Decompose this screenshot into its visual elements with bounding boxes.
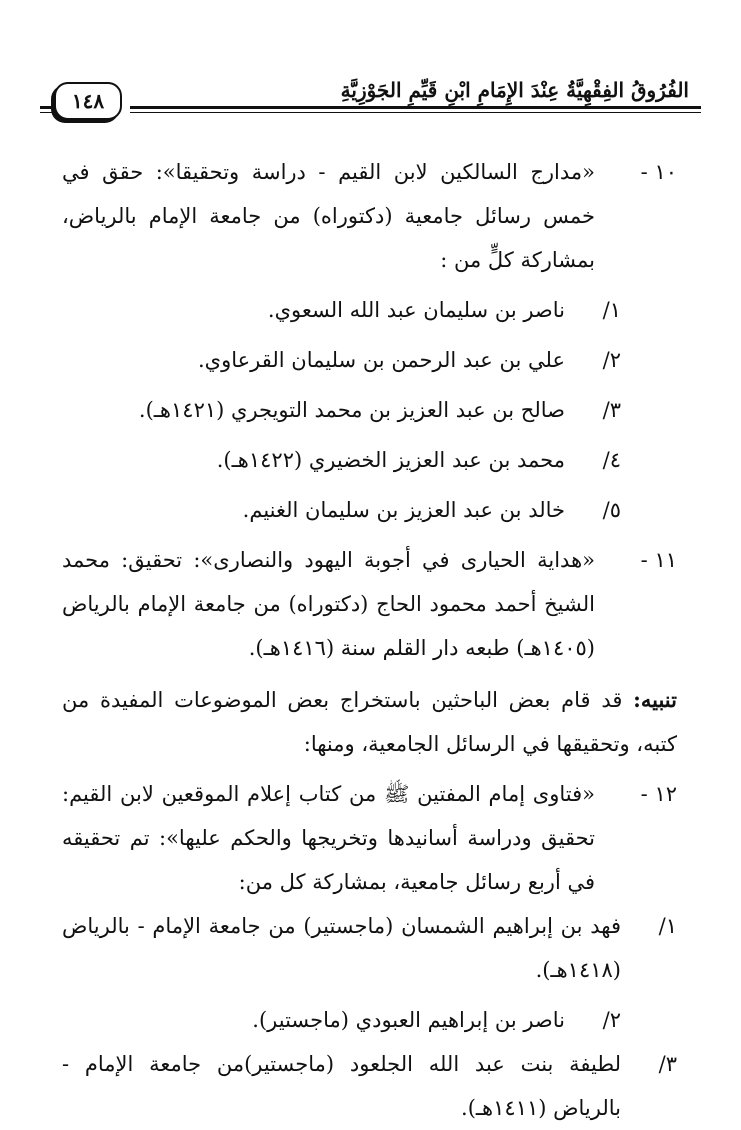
sub-item-number: ١/ xyxy=(658,914,677,938)
list-item-10 xyxy=(62,150,677,282)
sub-item-text: علي بن عبد الرحمن بن سليمان القرعاوي. xyxy=(198,348,565,372)
item-number: ١٠ - xyxy=(640,160,677,184)
page-number: ١٤٨ xyxy=(71,89,105,113)
sub-item-text: محمد بن عبد العزيز الخضيري (١٤٢٢هـ). xyxy=(216,448,565,472)
header-rule-left-thick xyxy=(40,106,54,109)
item-text: «هداية الحيارى في أجوبة اليهود والنصارى»: تحقيق: محمد الشيخ أحمد محمود الحاج (دكتوراه) من جامعة الإمام بالرياض (١٤٠٥هـ) طبعه دار القلم سنة (١٤١٦هـ). xyxy=(62,548,595,660)
running-title: الفُرُوقُ الفِقْهِيَّةُ عِنْدَ الإِمَامِ ابْنِ قَيِّمِ الجَوْزِيَّةِ xyxy=(340,78,689,102)
item-number: ١١ - xyxy=(640,548,677,572)
sub-item xyxy=(62,438,677,482)
sub-item-number: ٤/ xyxy=(602,448,621,472)
sub-item-text: لطيفة بنت عبد الله الجلعود (ماجستير)من جامعة الإمام - بالرياض (١٤١١هـ). xyxy=(62,1052,621,1120)
note-label: تنبيه: xyxy=(633,687,677,712)
sub-item xyxy=(62,288,677,332)
sub-item-text: فهد بن إبراهيم الشمسان (ماجستير) من جامعة الإمام - بالرياض (١٤١٨هـ). xyxy=(62,914,621,982)
list-item-11 xyxy=(62,538,677,670)
sub-item xyxy=(62,1042,677,1130)
sub-item-text: ناصر بن إبراهيم العبودي (ماجستير). xyxy=(252,1008,565,1032)
sub-item xyxy=(62,904,677,992)
header-rule-left-thin xyxy=(40,112,54,113)
page-header xyxy=(40,78,701,128)
sub-item-number: ٥/ xyxy=(602,498,621,522)
item-text: «فتاوى إمام المفتين ﷺ من كتاب إعلام الموقعين لابن القيم: تحقيق ودراسة أسانيدها وتخريجها والحكم عليها»: تم تحقيقه في أربع رسائل جامعية، بمشاركة كل من: xyxy=(62,782,595,894)
note-text: قد قام بعض الباحثين باستخراج بعض الموضوعات المفيدة من كتبه، وتحقيقها في الرسائل الجامعية، ومنها: xyxy=(62,688,677,756)
sub-item-number: ٣/ xyxy=(658,1052,677,1076)
page-body xyxy=(62,150,677,1130)
sub-item-number: ١/ xyxy=(602,298,621,322)
sub-item-text: ناصر بن سليمان عبد الله السعوي. xyxy=(267,298,565,322)
sub-item-number: ٢/ xyxy=(602,1008,621,1032)
item-text: «مدارج السالكين لابن القيم - دراسة وتحقيقا»: حقق في خمس رسائل جامعية (دكتوراه) من جامعة الإمام بالرياض، بمشاركة كلٍّ من : xyxy=(62,160,595,272)
sub-item xyxy=(62,488,677,532)
sub-item xyxy=(62,998,677,1042)
note-paragraph xyxy=(62,678,677,766)
sub-item-text: خالد بن عبد العزيز بن سليمان الغنيم. xyxy=(242,498,565,522)
item-number: ١٢ - xyxy=(640,782,677,806)
sub-item-text: صالح بن عبد العزيز بن محمد التويجري (١٤٢١هـ). xyxy=(138,398,565,422)
sub-item-number: ٣/ xyxy=(602,398,621,422)
header-rule-thick xyxy=(130,106,701,109)
page-number-badge xyxy=(54,82,122,120)
sub-item xyxy=(62,338,677,382)
sub-item-number: ٢/ xyxy=(602,348,621,372)
sub-item xyxy=(62,388,677,432)
list-item-12 xyxy=(62,772,677,904)
header-rule-thin xyxy=(130,112,701,113)
